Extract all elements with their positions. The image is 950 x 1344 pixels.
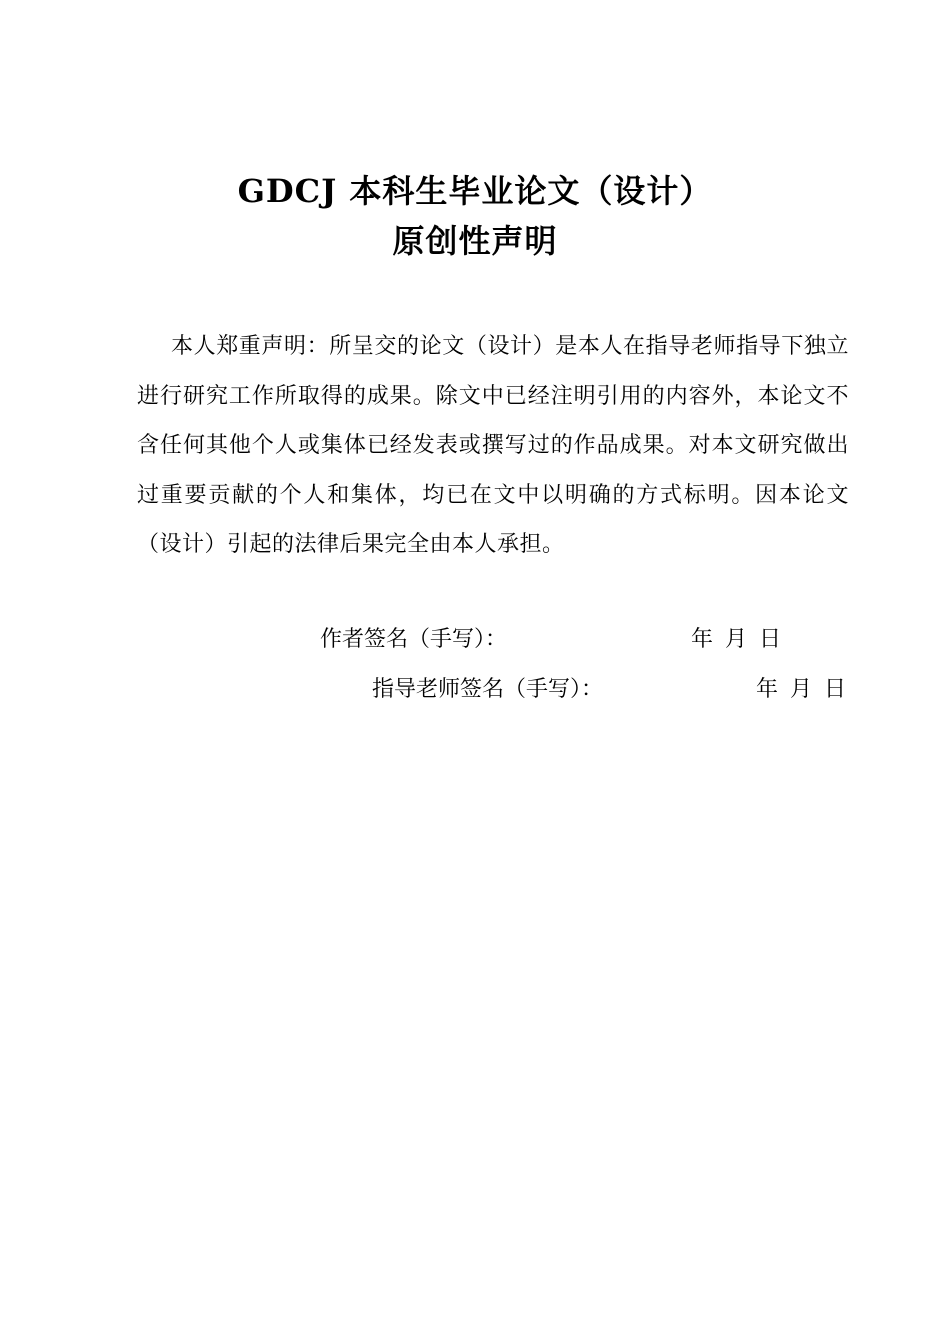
date-day-label: 日	[824, 677, 847, 702]
author-signature-date	[691, 625, 781, 655]
advisor-signature-date	[756, 675, 846, 705]
date-day-label: 日	[759, 627, 782, 652]
author-signature-label: 作者签名（手写）：	[320, 627, 508, 652]
page-subtitle: 原创性声明	[392, 222, 558, 260]
page-title: GDCJ 本科生毕业论文（设计）	[237, 172, 713, 210]
date-month-label: 月	[725, 627, 748, 652]
statement-paragraph: 本人郑重声明：所呈交的论文（设计）是本人在指导老师指导下独立进行研究工作所取得的成果。除文中已经注明引用的内容外，本论文不含任何其他个人或集体已经发表或撰写过的作品成果。对本文研究做出过重要贡献的个人和集体，均已在文中以明确的方式标明。因本论文（设计）引起的法律后果完全由本人承担。	[137, 334, 849, 557]
date-month-label: 月	[790, 677, 813, 702]
date-year-label: 年	[691, 627, 714, 652]
date-year-label: 年	[756, 677, 779, 702]
advisor-signature-label: 指导老师签名（手写）：	[372, 677, 604, 702]
